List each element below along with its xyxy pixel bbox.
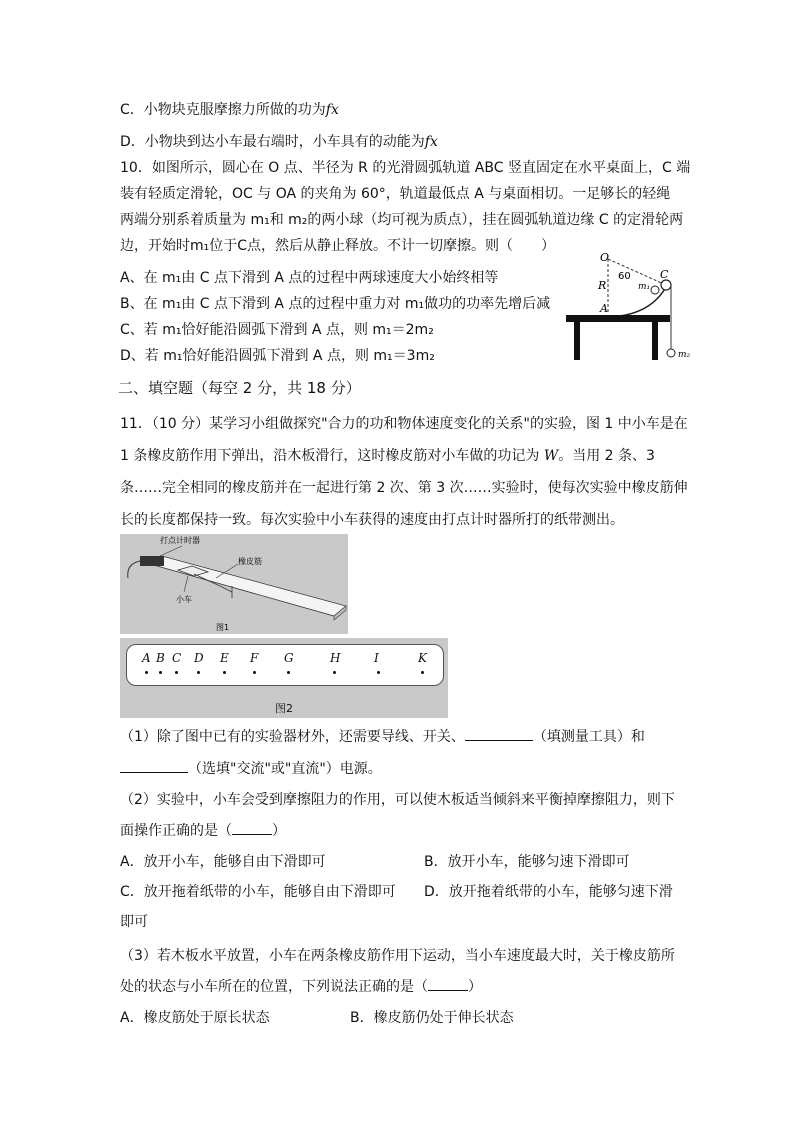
label-m2: m₂ xyxy=(678,350,691,360)
q11-part1-line2: （选填"交流"或"直流"）电源。 xyxy=(120,758,382,779)
fig2-caption: 图2 xyxy=(275,702,293,715)
q11-part2-line2: 面操作正确的是（ ） xyxy=(120,820,286,841)
timer-icon xyxy=(140,556,164,566)
tape-point-label: D xyxy=(194,651,204,665)
q11-part2-line1: （2）实验中，小车会受到摩擦阻力的作用，可以使木板适当倾斜来平衡掉摩擦阻力，则下 xyxy=(120,792,675,808)
q11-part3-option-b: B．橡皮筋仍处于伸长状态 xyxy=(350,1010,514,1026)
label-car: 小车 xyxy=(176,595,192,604)
tape-point-label: G xyxy=(284,651,294,665)
label-timer: 打点计时器 xyxy=(160,536,200,545)
q11-figure1 xyxy=(120,534,348,634)
tape-point-label: C xyxy=(172,651,182,665)
q10-option-b: B、在 m₁由 C 点下滑到 A 点的过程中重力对 m₁做功的功率先增后减 xyxy=(120,296,551,312)
label-o: O xyxy=(600,251,610,264)
label-m1: m₁ xyxy=(638,282,651,292)
tape-point-label: A xyxy=(142,651,151,665)
q11-figure2 xyxy=(120,638,448,718)
tape-point-dot xyxy=(145,671,148,674)
tape-point-dot xyxy=(175,671,178,674)
pulley-icon xyxy=(661,280,671,290)
formula-fx: fx xyxy=(424,134,438,150)
q11-stem-line2: 1 条橡皮筋作用下弹出，沿木板滑行，这时橡皮筋对小车做的功记为 W。当用 2 条、3 xyxy=(120,448,655,464)
tape-point-label: B xyxy=(156,651,165,665)
tape-point-dot xyxy=(223,671,226,674)
fig1-caption: 图1 xyxy=(216,623,230,632)
q10-figure xyxy=(560,245,700,365)
label-a: A xyxy=(600,302,608,315)
q11-part3-line2: 处的状态与小车所在的位置，下列说法正确的是（ ） xyxy=(120,976,482,997)
formula-fx: fx xyxy=(325,102,339,118)
q9-option-d: D．小物块到达小车最右端时，小车具有的动能为fx xyxy=(120,134,438,150)
q11-part2-option-d: D．放开拖着纸带的小车，能够匀速下滑 xyxy=(424,884,673,900)
q11-stem-line3: 条……完全相同的橡皮筋并在一起进行第 2 次、第 3 次……实验时，使每次实验中橡皮筋伸 xyxy=(120,480,688,496)
q11-part3-option-a: A．橡皮筋处于原长状态 xyxy=(120,1010,270,1026)
tape-point-label: E xyxy=(220,651,229,665)
tape-point-label: K xyxy=(418,651,427,665)
ball-m2-icon xyxy=(667,349,675,357)
tape-point-dot xyxy=(377,671,380,674)
label-band: 橡皮筋 xyxy=(238,557,262,566)
q10-stem-line2: 装有轻质定滑轮，OC 与 OA 的夹角为 60°，轨道最低点 A 与桌面相切。一足够长的轻绳 xyxy=(120,186,671,202)
q10-stem-line4: 边，开始时m₁位于C点，然后从静止释放。不计一切摩擦。则（ ） xyxy=(120,238,556,254)
tape-point-label: I xyxy=(374,651,379,665)
q11-part2-option-a: A．放开小车，能够自由下滑即可 xyxy=(120,854,326,870)
q11-part1-line1: （1）除了图中已有的实验器材外，还需要导线、开关、 （填测量工具）和 xyxy=(120,726,645,747)
q11-stem-line1: 11．（10 分）某学习小组做探究"合力的功和物体速度变化的关系"的实验，图 1 中小车是在 xyxy=(120,416,688,432)
q10-option-c: C、若 m₁恰好能沿圆弧下滑到 A 点，则 m₁＝2m₂ xyxy=(120,322,434,338)
q10-option-a: A、在 m₁由 C 点下滑到 A 点的过程中两球速度大小始终相等 xyxy=(120,270,499,286)
tape-point-dot xyxy=(253,671,256,674)
answer-blank-q3[interactable] xyxy=(428,976,468,991)
label-angle: 60 xyxy=(618,271,631,282)
table-top xyxy=(566,315,670,322)
answer-blank-q2[interactable] xyxy=(232,820,272,835)
section-title: 二、填空题（每空 2 分，共 18 分） xyxy=(118,379,361,397)
tape-point-dot xyxy=(159,671,162,674)
q10-option-d: D、若 m₁恰好能沿圆弧下滑到 A 点，则 m₁＝3m₂ xyxy=(120,348,435,364)
tape-point-dot xyxy=(333,671,336,674)
q11-part3-line1: （3）若木板水平放置，小车在两条橡皮筋作用下运动，当小车速度最大时，关于橡皮筋所 xyxy=(120,948,675,964)
q11-part2-option-c: C．放开拖着纸带的小车，能够自由下滑即可 xyxy=(120,884,396,900)
label-c: C xyxy=(660,268,669,281)
q10-stem-line3: 两端分别系着质量为 m₁和 m₂的两小球（均可视为质点），挂在圆弧轨道边缘 C 的定滑轮两 xyxy=(120,212,684,228)
q11-part2-option-b: B．放开小车，能够匀速下滑即可 xyxy=(424,854,630,870)
q10-stem-line1: 10．如图所示，圆心在 O 点、半径为 R 的光滑圆弧轨道 ABC 竖直固定在水平桌面上，C 端 xyxy=(120,160,691,176)
label-r: R xyxy=(598,279,607,292)
ball-m1-icon xyxy=(651,286,659,294)
tape-point-dot xyxy=(287,671,290,674)
tape-point-label: H xyxy=(330,651,341,665)
answer-blank-tool[interactable] xyxy=(465,726,533,741)
q9-option-c: C．小物块克服摩擦力所做的功为fx xyxy=(120,102,339,118)
q11-stem-line4: 长的长度都保持一致。每次实验中小车获得的速度由打点计时器所打的纸带测出。 xyxy=(120,512,624,528)
q11-part2-option-d-cont: 即可 xyxy=(120,914,148,930)
paper-tape xyxy=(126,644,444,686)
answer-blank-power[interactable] xyxy=(120,758,188,773)
tape-point-dot xyxy=(197,671,200,674)
tape-point-label: F xyxy=(250,651,259,665)
tape-point-dot xyxy=(421,671,424,674)
